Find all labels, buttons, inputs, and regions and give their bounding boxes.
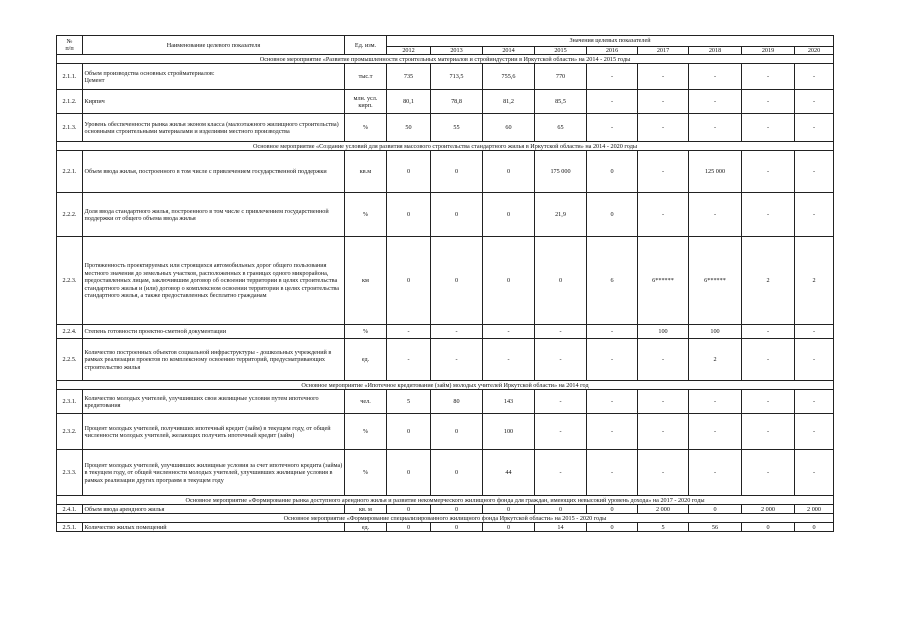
value-cell: - [795,114,834,142]
value-cell: 0 [431,237,483,325]
value-cell: - [638,151,689,193]
value-cell: - [587,339,638,381]
indicator-name: Уровень обеспеченности рынка жилья эконом класса (малоэтажного жилищного строительства) основными строительными материалами и изделиями местного производства [83,114,345,142]
unit-cell: км [345,237,387,325]
value-cell: - [587,390,638,414]
unit-cell: % [345,414,387,450]
value-cell: 60 [483,114,535,142]
value-cell: - [535,414,587,450]
value-cell: 0 [483,151,535,193]
value-cell: 2 [795,237,834,325]
value-cell: - [689,114,742,142]
value-cell: - [587,325,638,339]
value-cell: 5 [387,390,431,414]
value-cell: 175 000 [535,151,587,193]
value-cell: - [742,64,795,90]
section-row [57,496,834,505]
value-cell: - [638,193,689,237]
value-cell: - [638,339,689,381]
value-cell: - [587,450,638,496]
value-cell: 0 [587,151,638,193]
value-cell: - [638,450,689,496]
value-cell: - [795,339,834,381]
value-cell: 55 [431,114,483,142]
unit-cell: % [345,193,387,237]
unit-cell: чел. [345,390,387,414]
value-cell: 6****** [638,237,689,325]
table-row [57,450,834,496]
value-cell: 735 [387,64,431,90]
header-name: Наименование целевого показателя [83,36,345,55]
value-cell: 0 [535,237,587,325]
value-cell: - [387,325,431,339]
table-row [57,90,834,114]
value-cell: - [742,450,795,496]
value-cell: - [795,193,834,237]
table-row [57,325,834,339]
value-cell: 56 [689,523,742,532]
unit-cell: % [345,450,387,496]
indicator-name: Объем ввода жилья, построенного в том числе с привлечением государственной поддержки [83,151,345,193]
value-cell: - [742,325,795,339]
value-cell: - [742,414,795,450]
value-cell: - [431,339,483,381]
value-cell: 0 [483,237,535,325]
indicator-name: Протяженность проектируемых или строящихся автомобильных дорог общего пользования местного значения до земельных участков, расположенных в границах одного микрорайона, предоставленных лицам, заключившим договор об освоении территории в целях строительства стандартного жилья и (или) договор о комплексном освоении территории в целях строительства стандартного жилья, а также предоставленных бесплатно гражданам [83,237,345,325]
table-row [57,523,834,532]
value-cell: 0 [431,523,483,532]
value-cell: 0 [742,523,795,532]
row-number: 2.5.1. [57,523,83,532]
value-cell: 100 [483,414,535,450]
section-title: Основное мероприятие «Формирование специализированного жилищного фонда Иркутской области» на 2015 - 2020 годы [57,514,834,523]
value-cell: - [535,325,587,339]
value-cell: 0 [387,237,431,325]
value-cell: 2 000 [638,505,689,514]
row-number: 2.1.2. [57,90,83,114]
unit-cell: кв.м [345,151,387,193]
value-cell: - [742,193,795,237]
value-cell: - [689,193,742,237]
value-cell: 755,6 [483,64,535,90]
target-indicators-table [56,35,834,532]
value-cell: 6 [587,237,638,325]
table-header [57,36,834,55]
value-cell: 0 [431,505,483,514]
section-row [57,381,834,390]
section-title: Основное мероприятие «Развитие промышленности строительных материалов и стройиндустрии в Иркутской области» на 2014 - 2015 годы [57,55,834,64]
value-cell: - [742,390,795,414]
value-cell: - [483,339,535,381]
value-cell: - [689,64,742,90]
value-cell: 44 [483,450,535,496]
value-cell: - [638,414,689,450]
value-cell: 2 000 [795,505,834,514]
value-cell: 0 [387,505,431,514]
value-cell: 0 [387,450,431,496]
section-title: Основное мероприятие «Создание условий для развития массового строительства стандартного жилья в Иркутской области» на 2014 - 2020 годы [57,142,834,151]
header-row [57,36,834,47]
value-cell: - [587,114,638,142]
value-cell: - [689,390,742,414]
value-cell: 78,8 [431,90,483,114]
header-year: 2020 [795,47,834,55]
value-cell: - [483,325,535,339]
value-cell: 0 [431,151,483,193]
value-cell: - [689,414,742,450]
row-number: 2.2.2. [57,193,83,237]
value-cell: - [535,339,587,381]
section-row [57,514,834,523]
value-cell: 100 [689,325,742,339]
table-row [57,237,834,325]
table-row [57,390,834,414]
section-title: Основное мероприятие «Формирование рынка доступного арендного жилья и развитие некоммерческого жилищного фонда для граждан, имеющих невысокий уровень дохода» на 2017 - 2020 годы [57,496,834,505]
value-cell: 85,5 [535,90,587,114]
value-cell: - [587,64,638,90]
row-number: 2.4.1. [57,505,83,514]
value-cell: 0 [431,414,483,450]
value-cell: 2 [742,237,795,325]
value-cell: - [638,64,689,90]
value-cell: - [638,114,689,142]
value-cell: 0 [483,505,535,514]
value-cell: 143 [483,390,535,414]
indicator-name: Объем производства основных стройматериалов: Цемент [83,64,345,90]
unit-cell: % [345,114,387,142]
value-cell: 80,1 [387,90,431,114]
value-cell: 21,9 [535,193,587,237]
value-cell: 0 [587,505,638,514]
value-cell: 81,2 [483,90,535,114]
row-number: 2.3.3. [57,450,83,496]
value-cell: - [742,339,795,381]
value-cell: - [689,450,742,496]
value-cell: 100 [638,325,689,339]
value-cell: 0 [483,523,535,532]
value-cell: 770 [535,64,587,90]
value-cell: 0 [431,193,483,237]
value-cell: - [535,390,587,414]
value-cell: 5 [638,523,689,532]
header-year: 2018 [689,47,742,55]
value-cell: - [535,450,587,496]
indicator-name: Количество построенных объектов социальной инфраструктуры - дошкольных учреждений в рамках реализации проектов по комплексному освоению территорий, предусматривающих строительство жилья [83,339,345,381]
value-cell: - [689,90,742,114]
indicator-name: Кирпич [83,90,345,114]
header-year: 2012 [387,47,431,55]
unit-cell: кв. м [345,505,387,514]
value-cell: - [742,151,795,193]
value-cell: - [795,151,834,193]
header-unit: Ед. изм. [345,36,387,55]
header-values-title: Значения целевых показателей [387,36,834,47]
unit-cell: млн. усл. кирп. [345,90,387,114]
indicator-name: Процент молодых учителей, улучшивших жилищные условия за счет ипотечного кредита (займа) в текущем году, от общей численности молодых учителей, улучшивших жилищные условия в рамках реализации других программ в текущем году [83,450,345,496]
value-cell: 0 [431,450,483,496]
header-year: 2017 [638,47,689,55]
header-year: 2016 [587,47,638,55]
value-cell: 0 [387,414,431,450]
unit-cell: тыс.т [345,64,387,90]
indicator-name: Объем ввода арендного жилья [83,505,345,514]
indicator-name: Количество молодых учителей, улучшивших свои жилищные условия путем ипотечного кредитования [83,390,345,414]
indicator-name: Доля ввода стандартного жилья, построенного в том числе с привлечением государственной поддержки от общего объема ввода жилья [83,193,345,237]
value-cell: - [795,390,834,414]
indicator-name: Количество жилых помещений [83,523,345,532]
value-cell: 0 [535,505,587,514]
value-cell: - [638,390,689,414]
row-number: 2.2.3. [57,237,83,325]
value-cell: - [795,64,834,90]
value-cell: 0 [587,193,638,237]
value-cell: - [387,339,431,381]
value-cell: - [587,90,638,114]
section-row [57,55,834,64]
header-year: 2013 [431,47,483,55]
table-row [57,151,834,193]
value-cell: 14 [535,523,587,532]
unit-cell: ед. [345,339,387,381]
indicator-name: Степень готовности проектно-сметной документации [83,325,345,339]
value-cell: 0 [387,151,431,193]
value-cell: 65 [535,114,587,142]
value-cell: - [795,414,834,450]
row-number: 2.1.1. [57,64,83,90]
row-number: 2.3.2. [57,414,83,450]
value-cell: - [795,325,834,339]
table-row [57,193,834,237]
value-cell: 0 [795,523,834,532]
value-cell: 0 [387,523,431,532]
table-row [57,505,834,514]
value-cell: - [431,325,483,339]
table-row [57,114,834,142]
table-row [57,339,834,381]
header-year: 2015 [535,47,587,55]
value-cell: 80 [431,390,483,414]
row-number: 2.2.1. [57,151,83,193]
value-cell: 0 [689,505,742,514]
section-row [57,142,834,151]
value-cell: 6****** [689,237,742,325]
table-row [57,64,834,90]
table-row [57,414,834,450]
value-cell: 50 [387,114,431,142]
value-cell: 0 [483,193,535,237]
value-cell: 125 000 [689,151,742,193]
row-number: 2.2.4. [57,325,83,339]
value-cell: - [587,414,638,450]
unit-cell: % [345,325,387,339]
value-cell: - [742,90,795,114]
table-body [57,55,834,532]
section-title: Основное мероприятие «Ипотечное кредитование (займ) молодых учителей Иркутской области» на 2014 год [57,381,834,390]
row-number: 2.3.1. [57,390,83,414]
row-number: 2.2.5. [57,339,83,381]
value-cell: - [638,90,689,114]
row-number: 2.1.3. [57,114,83,142]
header-year: 2019 [742,47,795,55]
value-cell: - [795,450,834,496]
value-cell: 0 [387,193,431,237]
header-num: № п/п [57,36,83,55]
indicator-name: Процент молодых учителей, получивших ипотечный кредит (займ) в текущем году, от общей численности молодых учителей, желающих получить ипотечный кредит (займ) [83,414,345,450]
value-cell: 2 000 [742,505,795,514]
value-cell: 0 [587,523,638,532]
value-cell: 2 [689,339,742,381]
value-cell: - [795,90,834,114]
value-cell: - [742,114,795,142]
value-cell: 713,5 [431,64,483,90]
header-year: 2014 [483,47,535,55]
unit-cell: ед. [345,523,387,532]
